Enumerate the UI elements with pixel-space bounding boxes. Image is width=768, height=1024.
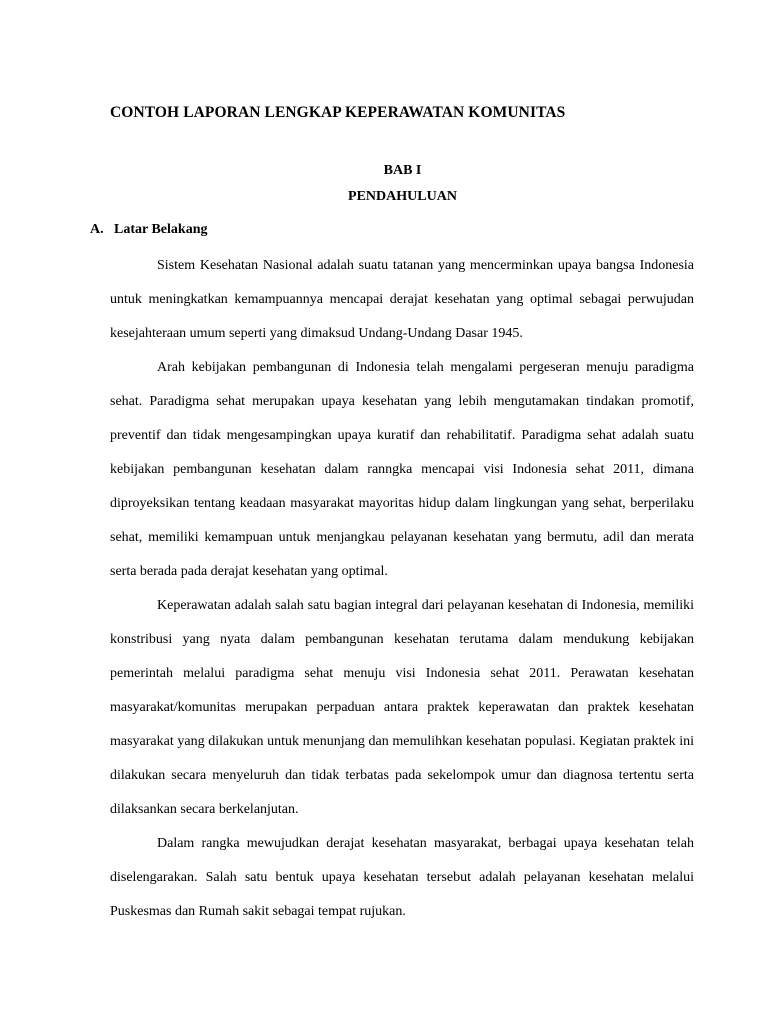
paragraph-1: Sistem Kesehatan Nasional adalah suatu tatanan yang mencerminkan upaya bangsa Indonesia untuk meningkatkan kemampuannya mencapai derajat kesehatan yang optimal sebagai perwujudan kesejahteraan umum seperti yang dimaksud Undang-Undang Dasar 1945. (110, 258, 694, 341)
section-heading (90, 222, 207, 238)
document-title: CONTOH LAPORAN LENGKAP KEPERAWATAN KOMUNITAS (110, 104, 566, 121)
paragraph-4: Dalam rangka mewujudkan derajat kesehatan masyarakat, berbagai upaya kesehatan telah diselengarakan. Salah satu bentuk upaya kesehatan tersebut adalah pelayanan kesehatan melalui Puskesmas dan Rumah sakit sebagai tempat rujukan. (110, 836, 694, 919)
chapter-title: PENDAHULUAN (348, 189, 457, 204)
paragraph-2: Arah kebijakan pembangunan di Indonesia telah mengalami pergeseran menuju paradigma sehat. Paradigma sehat merupakan upaya kesehatan yang lebih mengutamakan tindakan promotif, preventif dan tidak mengesampingkan upaya kuratif dan rehabilitatif. Paradigma sehat adalah suatu kebijakan pembangunan kesehatan dalam ranngka mencapai visi Indonesia sehat 2011, dimana diproyeksikan tentang keadaan masyarakat mayoritas hidup dalam lingkungan yang sehat, berperilaku sehat, memiliki kemampuan untuk menjangkau pelayanan kesehatan yang bermutu, adil dan merata serta berada pada derajat kesehatan yang optimal. (110, 360, 694, 579)
body-text (110, 249, 694, 929)
section-marker: A. (90, 222, 104, 237)
chapter-number: BAB I (383, 163, 422, 178)
paragraph-3: Keperawatan adalah salah satu bagian integral dari pelayanan kesehatan di Indonesia, memiliki konstribusi yang nyata dalam pembangunan kesehatan terutama dalam mendukung kebijakan pemerintah melalui paradigma sehat menuju visi Indonesia sehat 2011. Perawatan kesehatan masyarakat/komunitas merupakan perpaduan antara praktek keperawatan dan praktek kesehatan masyarakat yang dilakukan untuk menunjang dan memulihkan kesehatan populasi. Kegiatan praktek ini dilakukan secara menyeluruh dan tidak terbatas pada sekelompok umur dan diagnosa tertentu serta dilaksankan secara berkelanjutan. (110, 598, 694, 817)
section-title: Latar Belakang (114, 222, 208, 237)
